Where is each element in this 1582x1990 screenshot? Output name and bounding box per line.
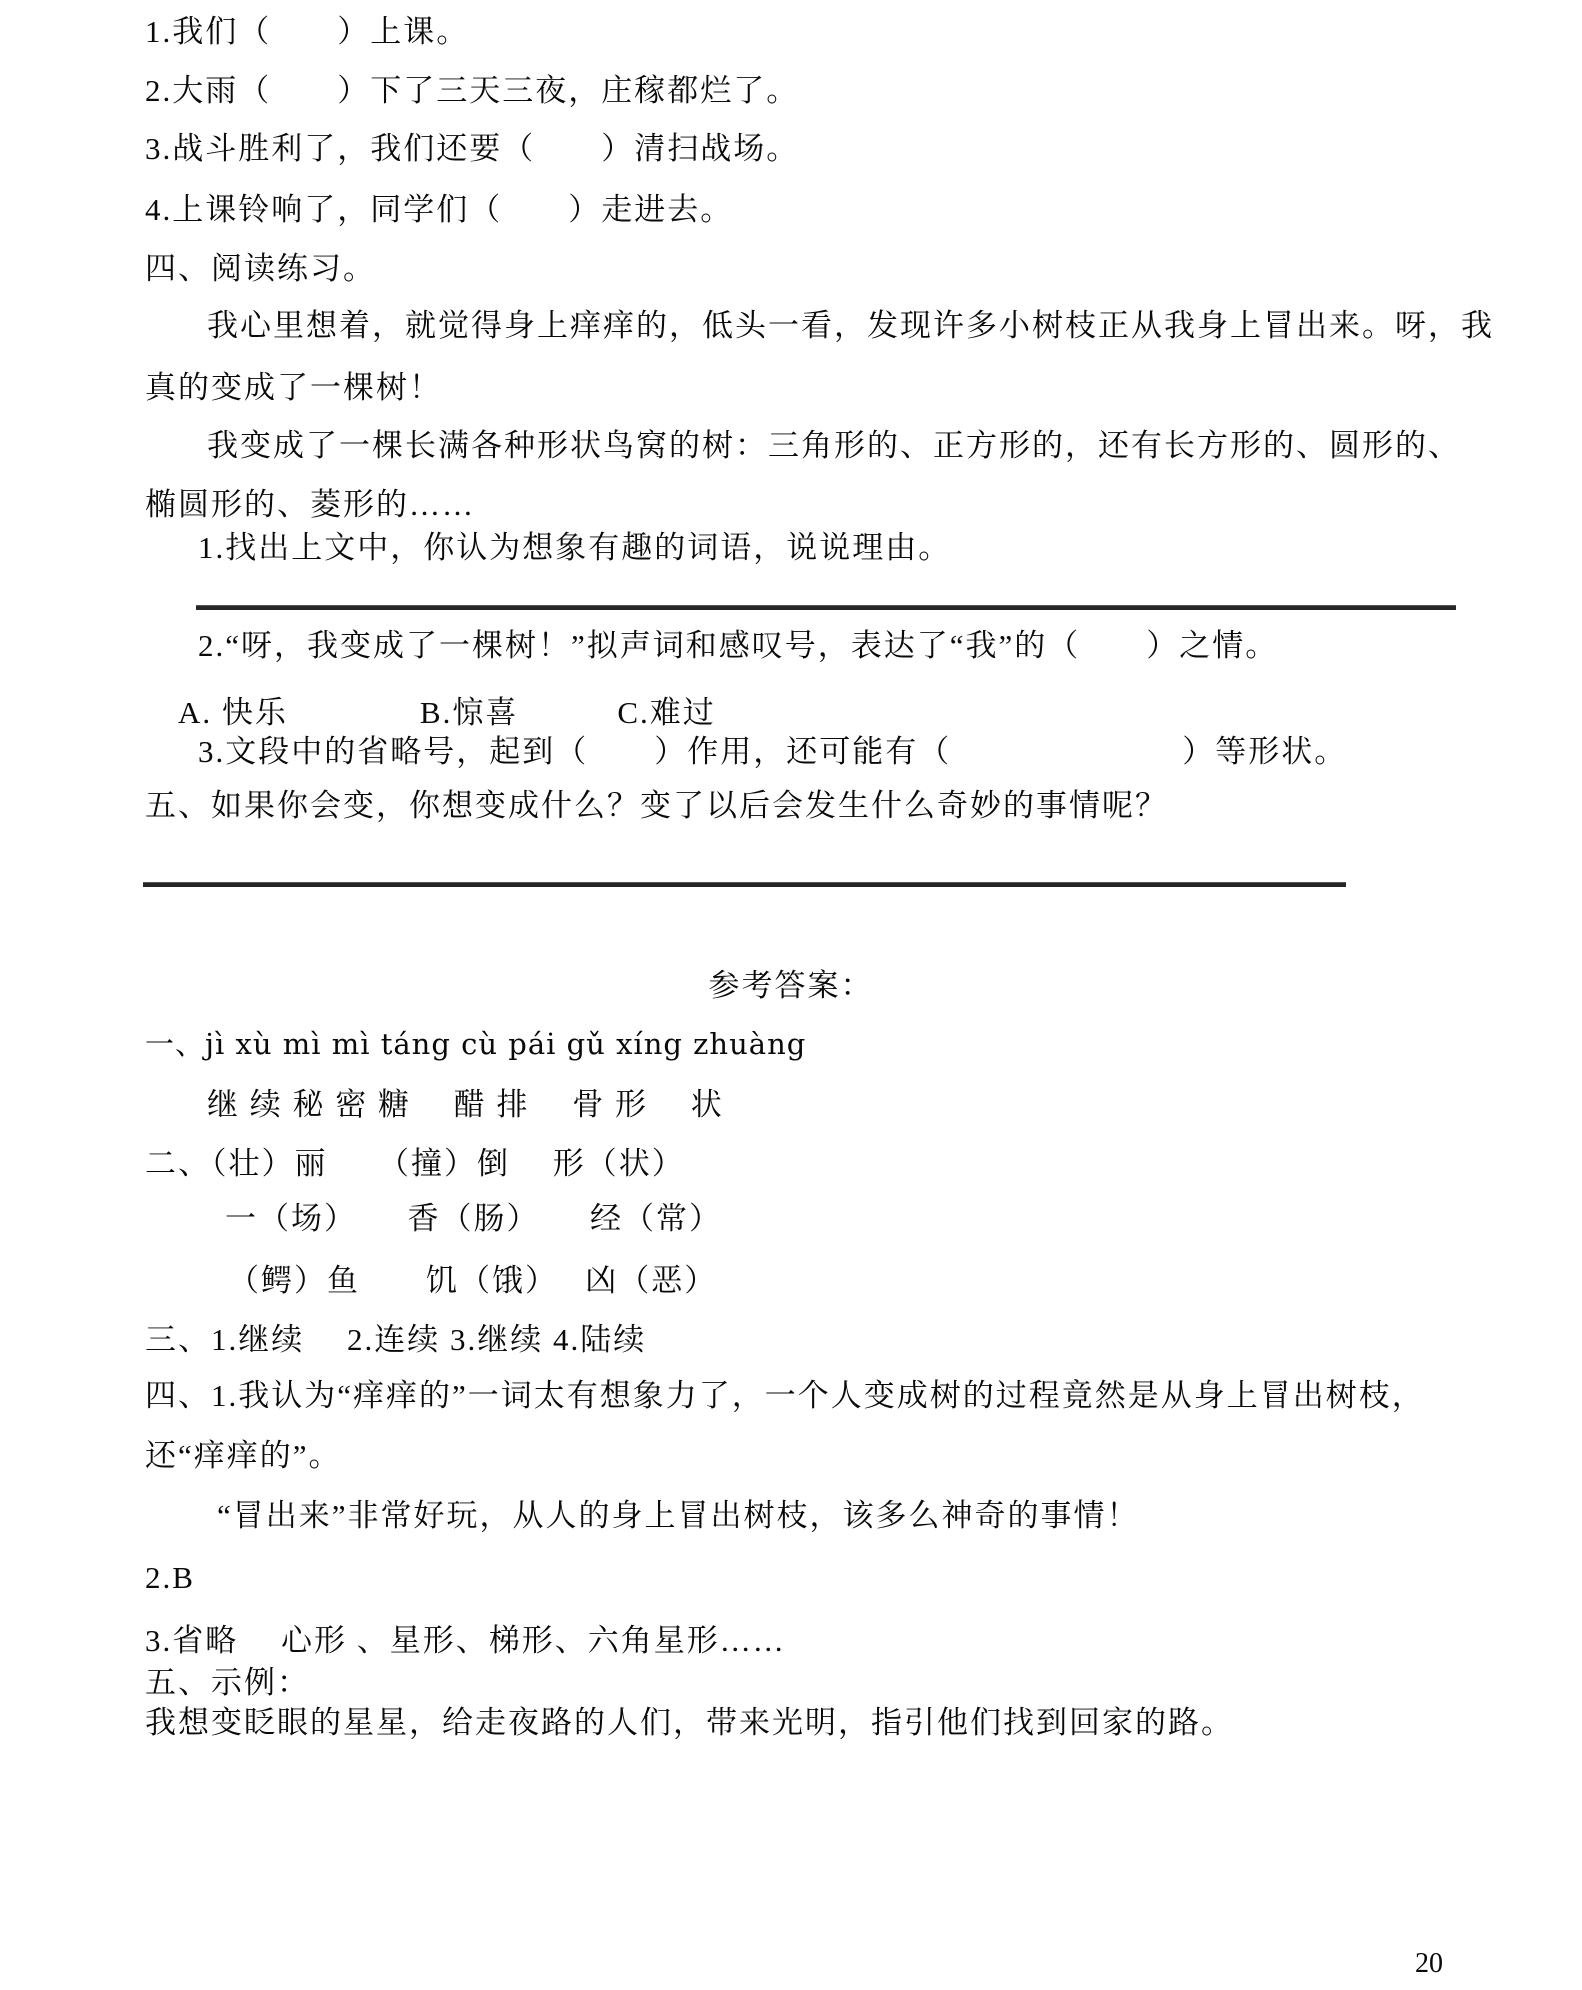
reading-question-3: 3.文段中的省略号，起到（ ）作用，还可能有（ ）等形状。 (198, 734, 1348, 769)
reading-question-2-options: A. 快乐 B.惊喜 C.难过 (178, 695, 716, 730)
fill-question-3: 3.战斗胜利了，我们还要（ ）清扫战场。 (145, 131, 800, 166)
answer-one-characters: 继 续 秘 密 糖 醋 排 骨 形 状 (207, 1087, 724, 1122)
fill-question-1: 1.我们（ ）上课。 (145, 14, 470, 49)
section-five-heading: 五、如果你会变，你想变成什么？变了以后会发生什么奇妙的事情呢？ (145, 788, 1168, 823)
answer-four-line-3: “冒出来”非常好玩，从人的身上冒出树枝，该多么神奇的事情！ (217, 1498, 1140, 1533)
passage-line-3: 我变成了一棵长满各种形状鸟窝的树：三角形的、正方形的，还有长方形的、圆形的、 (207, 428, 1461, 463)
answer-two-line-1: 二、（壮）丽 （撞）倒 形（状） (145, 1146, 685, 1181)
answer-two-line-3: （鳄）鱼 饥（饿） 凶（恶） (228, 1263, 718, 1298)
page-number: 20 (1415, 1948, 1443, 1979)
answer-five-text: 我想变眨眼的星星，给走夜路的人们，带来光明，指引他们找到回家的路。 (145, 1705, 1234, 1740)
answer-four-line-1: 四、1.我认为“痒痒的”一词太有想象力了，一个人变成树的过程竟然是从身上冒出树枝， (145, 1378, 1425, 1413)
answer-four-line-2: 还“痒痒的”。 (145, 1438, 342, 1473)
answer-five-label: 五、示例： (145, 1665, 310, 1700)
answer-line-divider (196, 605, 1456, 610)
answer-four-q2: 2.B (145, 1560, 195, 1595)
section-four-heading: 四、阅读练习。 (145, 251, 376, 286)
fill-question-2: 2.大雨（ ）下了三天三夜，庄稼都烂了。 (145, 73, 800, 108)
passage-line-4: 椭圆形的、菱形的…… (145, 487, 475, 522)
reading-question-2: 2.“呀，我变成了一棵树！”拟声词和感叹号，表达了“我”的（ ）之情。 (198, 628, 1279, 663)
reading-question-1: 1.找出上文中，你认为想象有趣的词语，说说理由。 (198, 530, 952, 565)
answer-two-line-2: 一（场） 香（肠） 经（常） (225, 1201, 722, 1236)
fill-question-4: 4.上课铃响了，同学们（ ）走进去。 (145, 192, 734, 227)
answers-title: 参考答案： (708, 968, 874, 1003)
passage-line-2: 真的变成了一棵树！ (145, 370, 442, 405)
answer-one-pinyin: 一、jì xù mì mì táng cù pái gǔ xíng zhuàng (145, 1027, 807, 1061)
answer-three: 三、1.继续 2.连续 3.继续 4.陆续 (145, 1322, 647, 1357)
passage-line-1: 我心里想着，就觉得身上痒痒的，低头一看，发现许多小树枝正从我身上冒出来。呀，我 (207, 308, 1494, 343)
answer-four-q3: 3.省略 心形 、星形、梯形、六角星形…… (145, 1623, 786, 1658)
answer-line-divider-2 (143, 882, 1346, 887)
